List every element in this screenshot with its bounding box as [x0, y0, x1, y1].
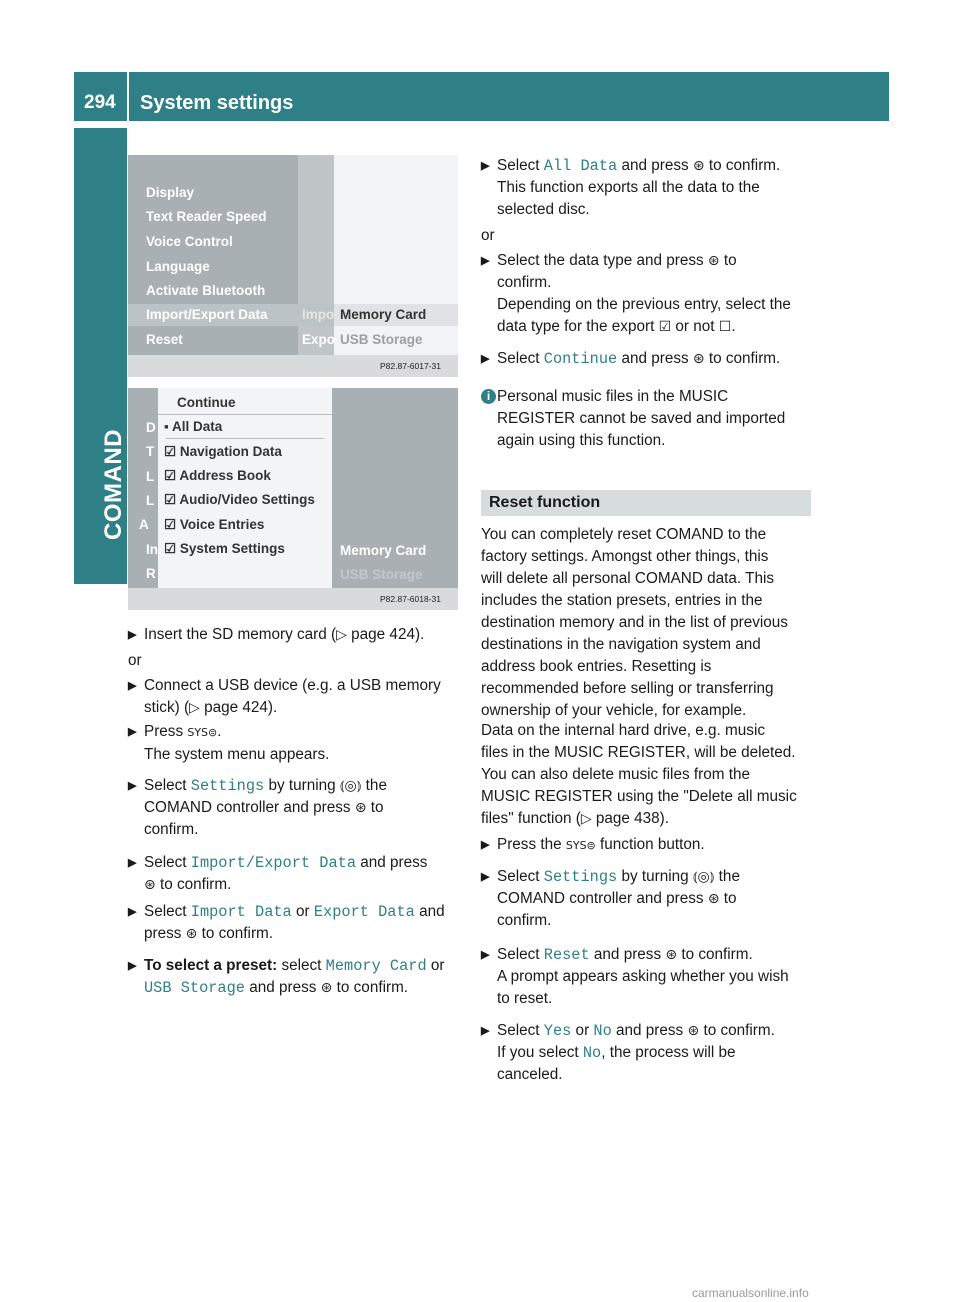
list-item: ☑ Navigation Data [164, 444, 282, 459]
list-header: Continue [177, 395, 236, 410]
list-panel [158, 388, 332, 588]
turn-controller-icon: ⦅◎⦆ [692, 869, 715, 885]
step-press-sys: ▶ Press SYS⊜. The system menu appears. [128, 723, 330, 763]
left-strip [128, 388, 158, 588]
submenu-item: USB Storage [340, 332, 423, 347]
list-item: ☑ Audio/Video Settings [164, 492, 315, 507]
press-controller-icon: ⊛ [354, 800, 367, 816]
list-item: ☑ Address Book [164, 468, 271, 483]
left-letter: T [146, 444, 155, 459]
step-connect-usb: ▶ Connect a USB device (e.g. a USB memory stick) (▷ page 424). [128, 677, 441, 716]
step-select-import-or-export: ▶ Select Import Data or Export Data and press ⊛ to confirm. [128, 903, 445, 942]
menu-item: Language [146, 259, 210, 274]
left-letter: L [146, 493, 155, 508]
menu-item: Voice Control [146, 234, 233, 249]
watermark: carmanualsonline.info [692, 1286, 809, 1300]
press-controller-icon: ⊛ [185, 926, 198, 942]
page-ref-icon: ▷ [189, 700, 200, 716]
left-letter: A [139, 517, 149, 532]
step-select-continue: ▶ Select Continue and press ⊛ to confirm. [481, 350, 781, 368]
arrow-icon: ▶ [128, 680, 137, 692]
menu-item: Activate Bluetooth [146, 283, 266, 298]
submenu-item: Memory Card [340, 307, 427, 322]
or-text: or [128, 652, 142, 669]
page-title: System settings [140, 92, 294, 114]
screen-image-1 [128, 155, 458, 377]
press-controller-icon: ⊛ [687, 1023, 700, 1039]
arrow-icon: ▶ [128, 960, 137, 972]
or-text: or [481, 227, 495, 244]
side-tab-label: COMAND [100, 429, 127, 540]
list-divider [158, 414, 332, 415]
page-number: 294 [84, 92, 116, 113]
info-note: i Personal music files in the MUSIC REGISTER cannot be saved and imported again using this function. [481, 386, 816, 452]
selected-row-line [166, 438, 324, 439]
screen-image-2 [128, 388, 458, 610]
info-icon: i [481, 389, 496, 404]
arrow-icon: ▶ [481, 255, 490, 267]
page-ref-icon: ▷ [336, 627, 347, 643]
press-controller-icon: ⊛ [320, 980, 333, 996]
menu-item: Reset [146, 332, 183, 347]
left-letter: L [146, 469, 155, 484]
step-select-settings: ▶ Select Settings by turning ⦅◎⦆ the COMAND controller and press ⊛ to confirm. [128, 777, 387, 838]
arrow-icon: ▶ [481, 949, 490, 961]
image-caption: P82.87-6018-31 [380, 594, 441, 604]
turn-controller-icon: ⦅◎⦆ [339, 778, 362, 794]
arrow-icon: ▶ [481, 839, 490, 851]
press-controller-icon: ⊛ [692, 351, 705, 367]
left-letter: In [146, 542, 158, 557]
partial-label: Expo [302, 332, 336, 347]
arrow-icon: ▶ [128, 726, 137, 738]
step-select-import-export: ▶ Select Import/Export Data and press ⊛ to confirm. [128, 854, 428, 893]
partial-label: Impo [302, 307, 335, 322]
step-select-all-data: ▶ Select All Data and press ⊛ to confirm. This function exports all the data to the selected disc. [481, 157, 781, 218]
list-item: ▪ All Data [164, 419, 223, 434]
left-letter: R [146, 566, 156, 581]
page-ref-icon: ▷ [580, 811, 592, 827]
menu-item: Text Reader Speed [146, 209, 267, 224]
left-letter: D [146, 420, 156, 435]
press-controller-icon: ⊛ [692, 158, 705, 174]
right-panel [332, 388, 458, 588]
right-item: Memory Card [340, 543, 427, 558]
sys-button-icon: SYS⊜ [565, 839, 596, 852]
arrow-icon: ▶ [481, 1025, 490, 1037]
arrow-icon: ▶ [481, 353, 490, 365]
header-divider [127, 72, 129, 121]
list-item: ☑ Voice Entries [164, 517, 265, 532]
step-insert-sd: ▶ Insert the SD memory card (▷ page 424). [128, 624, 463, 646]
arrow-icon: ▶ [128, 629, 137, 641]
press-controller-icon: ⊛ [707, 891, 720, 907]
menu-item: Import/Export Data [146, 307, 268, 322]
checkbox-empty-icon: ☐ [718, 319, 732, 335]
arrow-icon: ▶ [128, 906, 137, 918]
step-select-settings-2: ▶ Select Settings by turning ⦅◎⦆ the COMAND controller and press ⊛ to confirm. [481, 868, 740, 929]
section-heading [481, 490, 811, 516]
section-title: Reset function [489, 494, 601, 511]
checkbox-checked-icon: ☑ [658, 319, 672, 335]
menu-item: Display [146, 185, 195, 200]
arrow-icon: ▶ [128, 780, 137, 792]
step-select-data-type: ▶ Select the data type and press ⊛ to confirm. Depending on the previous entry, select the data type for the export ☑ or not ☐. [481, 252, 791, 335]
page-header [74, 72, 889, 121]
arrow-icon: ▶ [481, 160, 490, 172]
step-select-reset: ▶ Select Reset and press ⊛ to confirm. A prompt appears asking whether you wish to reset. [481, 946, 789, 1007]
reset-paragraph-2: Data on the internal hard drive, e.g. music files in the MUSIC REGISTER, will be deleted. You can also delete music files from the MUSIC REGISTER using the "Delete all music files" function (▷ page 438). [481, 722, 797, 827]
sys-button-icon: SYS⊜ [187, 726, 218, 739]
image-caption: P82.87-6017-31 [380, 361, 441, 371]
side-tab [74, 128, 127, 584]
reset-paragraph-1: You can completely reset COMAND to the factory settings. Amongst other things, this will delete all personal COMAND data. This includes the station presets, entries in the destination memory and in the list of previous destinations in the navigation system and address book entries. Resetting is recommended before selling or transferring ownership of your vehicle, for example. [481, 526, 788, 719]
step-select-preset: ▶ To select a preset: select Memory Card or USB Storage and press ⊛ to confirm. [128, 957, 445, 997]
press-controller-icon: ⊛ [707, 253, 720, 269]
arrow-icon: ▶ [481, 871, 490, 883]
press-controller-icon: ⊛ [144, 877, 156, 893]
right-item: USB Storage [340, 567, 423, 582]
list-item: ☑ System Settings [164, 541, 285, 556]
press-controller-icon: ⊛ [665, 947, 678, 963]
step-press-sys-button: ▶ Press the SYS⊜ function button. [481, 834, 816, 857]
arrow-icon: ▶ [128, 857, 137, 869]
step-select-yes-no: ▶ Select Yes or No and press ⊛ to confirm. If you select No, the process will be canceled. [481, 1022, 775, 1083]
